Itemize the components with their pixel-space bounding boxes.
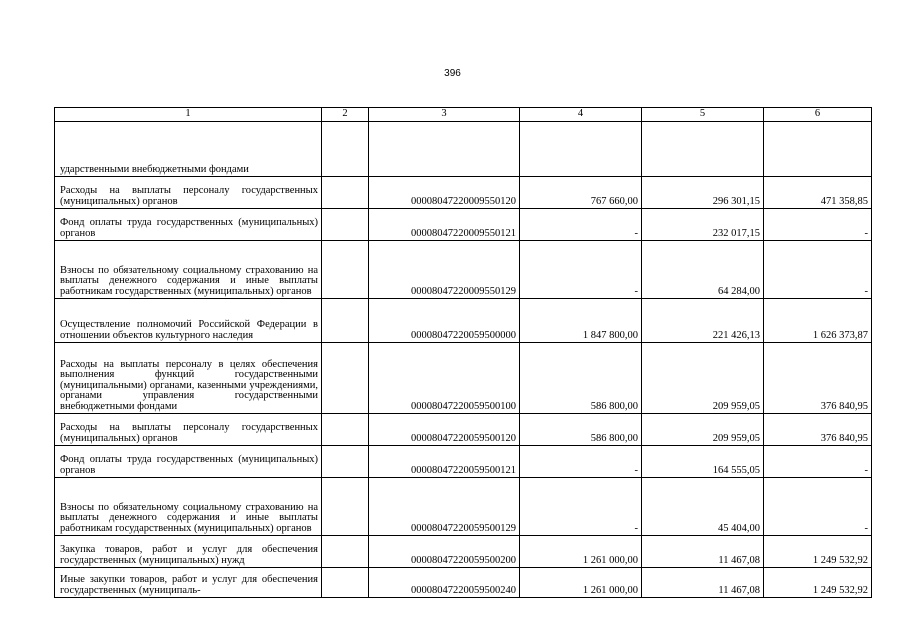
table-row bbox=[55, 122, 872, 177]
row-code: 00008047220009550120 bbox=[369, 177, 520, 209]
row-plan: 767 660,00 bbox=[520, 177, 642, 209]
row-code bbox=[369, 122, 520, 177]
table-row bbox=[55, 568, 872, 598]
row-plan: 1 261 000,00 bbox=[520, 536, 642, 568]
table-row bbox=[55, 343, 872, 414]
table-row bbox=[55, 536, 872, 568]
row-code: 00008047220009550129 bbox=[369, 241, 520, 299]
row-code: 00008047220009550121 bbox=[369, 209, 520, 241]
row-exec: 64 284,00 bbox=[642, 241, 764, 299]
row-col2 bbox=[322, 478, 369, 536]
row-col2 bbox=[322, 122, 369, 177]
row-plan: - bbox=[520, 209, 642, 241]
row-exec bbox=[642, 122, 764, 177]
row-exec: 45 404,00 bbox=[642, 478, 764, 536]
row-col2 bbox=[322, 536, 369, 568]
column-header-6: 6 bbox=[764, 108, 872, 122]
row-code: 00008047220059500129 bbox=[369, 478, 520, 536]
row-code: 00008047220059500120 bbox=[369, 414, 520, 446]
column-header-1: 1 bbox=[55, 108, 322, 122]
page-number: 396 bbox=[444, 68, 461, 79]
row-col2 bbox=[322, 568, 369, 598]
row-name: Расходы на выплаты персоналу в целях обеспечения выполнения функций государственными (муниципальными) органами, казенными учреждениями, органами управления государственными внебюджетными фондами bbox=[55, 343, 322, 414]
row-rest: 376 840,95 bbox=[764, 414, 872, 446]
table-row bbox=[55, 446, 872, 478]
row-plan: 586 800,00 bbox=[520, 343, 642, 414]
row-exec: 11 467,08 bbox=[642, 568, 764, 598]
row-exec: 209 959,05 bbox=[642, 343, 764, 414]
column-header-2: 2 bbox=[322, 108, 369, 122]
row-name: Взносы по обязательному социальному страхованию на выплаты денежного содержания и иные выплаты работникам государственных (муниципальных) органов bbox=[55, 478, 322, 536]
row-code: 00008047220059500121 bbox=[369, 446, 520, 478]
row-name: Иные закупки товаров, работ и услуг для обеспечения государственных (муниципаль- bbox=[55, 568, 322, 598]
row-col2 bbox=[322, 209, 369, 241]
row-name: ударственными внебюджетными фондами bbox=[55, 122, 322, 177]
table-header-row bbox=[55, 108, 872, 122]
row-col2 bbox=[322, 241, 369, 299]
row-name: Осуществление полномочий Российской Федерации в отношении объектов культурного наследия bbox=[55, 299, 322, 343]
budget-table bbox=[54, 107, 872, 598]
row-col2 bbox=[322, 414, 369, 446]
row-exec: 296 301,15 bbox=[642, 177, 764, 209]
row-name: Фонд оплаты труда государственных (муниципальных) органов bbox=[55, 446, 322, 478]
row-plan: - bbox=[520, 478, 642, 536]
row-rest: - bbox=[764, 209, 872, 241]
table-row bbox=[55, 299, 872, 343]
row-name: Фонд оплаты труда государственных (муниципальных) органов bbox=[55, 209, 322, 241]
row-exec: 232 017,15 bbox=[642, 209, 764, 241]
row-name: Закупка товаров, работ и услуг для обеспечения государственных (муниципальных) нужд bbox=[55, 536, 322, 568]
row-code: 00008047220059500000 bbox=[369, 299, 520, 343]
column-header-4: 4 bbox=[520, 108, 642, 122]
row-rest: - bbox=[764, 478, 872, 536]
row-rest bbox=[764, 122, 872, 177]
row-rest: 471 358,85 bbox=[764, 177, 872, 209]
row-code: 00008047220059500200 bbox=[369, 536, 520, 568]
row-exec: 164 555,05 bbox=[642, 446, 764, 478]
table-row bbox=[55, 478, 872, 536]
row-col2 bbox=[322, 177, 369, 209]
row-col2 bbox=[322, 343, 369, 414]
row-name: Расходы на выплаты персоналу государственных (муниципальных) органов bbox=[55, 414, 322, 446]
table-row bbox=[55, 241, 872, 299]
row-exec: 209 959,05 bbox=[642, 414, 764, 446]
row-plan: 1 261 000,00 bbox=[520, 568, 642, 598]
row-exec: 11 467,08 bbox=[642, 536, 764, 568]
row-plan: 1 847 800,00 bbox=[520, 299, 642, 343]
row-rest: 1 249 532,92 bbox=[764, 536, 872, 568]
row-plan: 586 800,00 bbox=[520, 414, 642, 446]
row-plan: - bbox=[520, 241, 642, 299]
row-col2 bbox=[322, 299, 369, 343]
row-code: 00008047220059500240 bbox=[369, 568, 520, 598]
row-rest: - bbox=[764, 241, 872, 299]
table-row bbox=[55, 414, 872, 446]
table-row bbox=[55, 177, 872, 209]
row-code: 00008047220059500100 bbox=[369, 343, 520, 414]
row-name: Расходы на выплаты персоналу государственных (муниципальных) органов bbox=[55, 177, 322, 209]
row-rest: 1 626 373,87 bbox=[764, 299, 872, 343]
row-rest: - bbox=[764, 446, 872, 478]
row-rest: 376 840,95 bbox=[764, 343, 872, 414]
row-plan: - bbox=[520, 446, 642, 478]
table-row bbox=[55, 209, 872, 241]
row-plan bbox=[520, 122, 642, 177]
row-name: Взносы по обязательному социальному страхованию на выплаты денежного содержания и иные выплаты работникам государственных (муниципальных) органов bbox=[55, 241, 322, 299]
row-exec: 221 426,13 bbox=[642, 299, 764, 343]
column-header-3: 3 bbox=[369, 108, 520, 122]
row-col2 bbox=[322, 446, 369, 478]
row-rest: 1 249 532,92 bbox=[764, 568, 872, 598]
column-header-5: 5 bbox=[642, 108, 764, 122]
